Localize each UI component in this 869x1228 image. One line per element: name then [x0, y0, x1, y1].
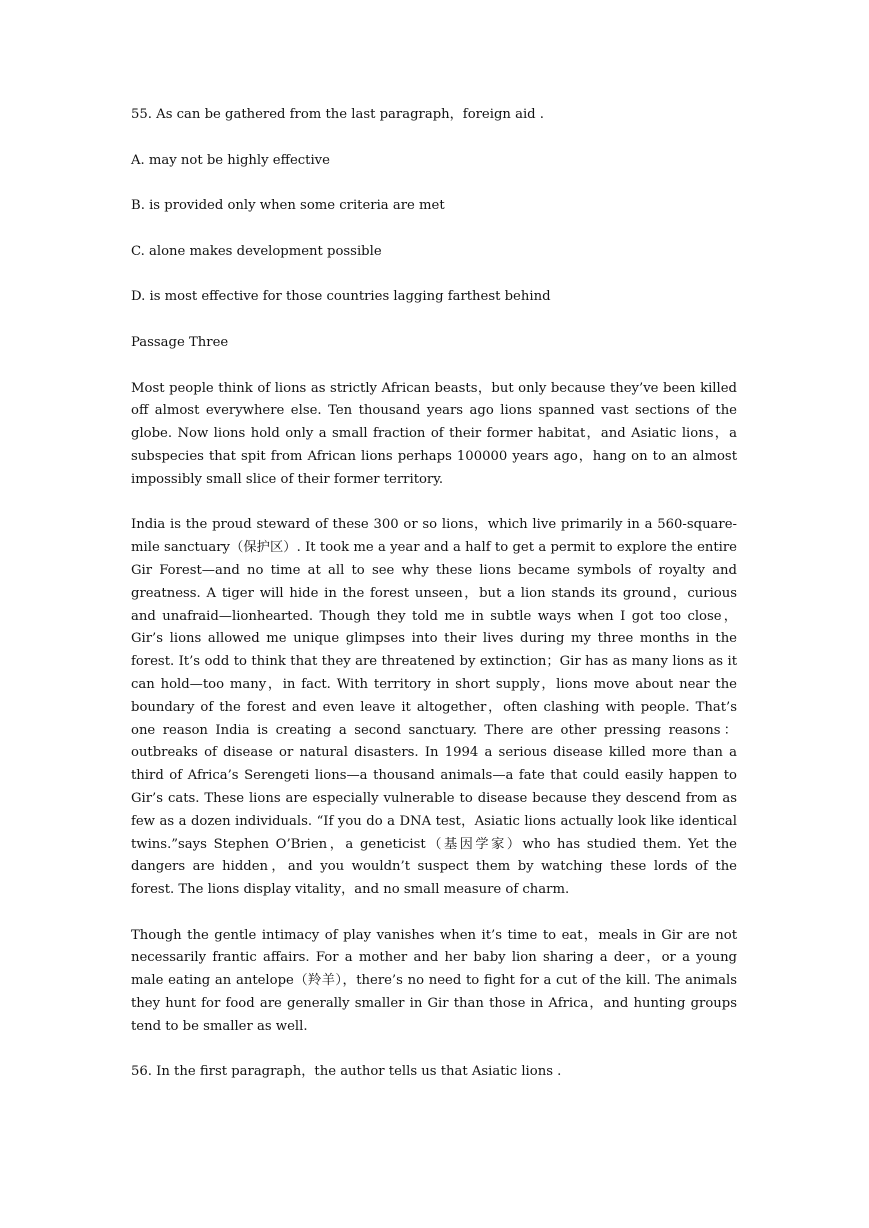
question-55-option-b: B. is provided only when some criteria are met — [131, 198, 445, 214]
question-55-option-c: C. alone makes development possible — [131, 243, 382, 259]
passage-title: Passage Three — [131, 334, 229, 350]
passage-paragraph-1: Most people think of lions as strictly African beasts，but only because they’ve been killed off almost everywhere else. Ten thousand years ago lions spanned vast sections of the globe. Now lions hold only a small fraction of their former habitat，and Asiatic lions，a subspecies that spit from African lions perhaps 100000 years ago，hang on to an almost impossibly small slice of their former territory. — [131, 380, 737, 487]
question-56-stem: 56. In the first paragraph，the author tells us that Asiatic lions . — [131, 1064, 562, 1080]
question-55-option-d: D. is most effective for those countries lagging farthest behind — [131, 289, 551, 305]
passage-paragraph-3: Though the gentle intimacy of play vanishes when it’s time to eat，meals in Gir are not necessarily frantic affairs. For a mother and her baby lion sharing a deer，or a young male eating an antelope（羚羊），there’s no need to fight for a cut of the kill. The animals they hunt for food are generally smaller in Gir than those in Africa，and hunting groups tend to be smaller as well. — [131, 927, 737, 1034]
question-55-option-a: A. may not be highly effective — [131, 152, 330, 168]
passage-paragraph-2: India is the proud steward of these 300 or so lions，which live primarily in a 560-square-mile sanctuary（保护区）. It took me a year and a half to get a permit to explore the entire Gir Forest—and no time at all to see why these lions became symbols of royalty and greatness. A tiger will hide in the forest unseen，but a lion stands its ground，curious and unafraid—lionhearted. Though they told me in subtle ways when I got too close，Gir’s lions allowed me unique glimpses into their lives during my three months in the forest. It’s odd to think that they are threatened by extinction；Gir has as many lions as it can hold—too many，in fact. With territory in short supply，lions move about near the boundary of the forest and even leave it altogether，often clashing with people. That’s one reason India is creating a second sanctuary. There are other pressing reasons：outbreaks of disease or natural disasters. In 1994 a serious disease killed more than a third of Africa’s Serengeti lions—a thousand animals—a fate that could easily happen to Gir’s cats. These lions are especially vulnerable to disease because they descend from as few as a dozen individuals. “If you do a DNA test，Asiatic lions actually look like identical twins.”says Stephen O’Brien，a geneticist（基因学家）who has studied them. Yet the dangers are hidden，and you wouldn’t suspect them by watching these lords of the forest. The lions display vitality，and no small measure of charm. — [131, 517, 737, 898]
document-content — [131, 104, 737, 1084]
question-55-stem: 55. As can be gathered from the last paragraph，foreign aid . — [131, 107, 544, 122]
